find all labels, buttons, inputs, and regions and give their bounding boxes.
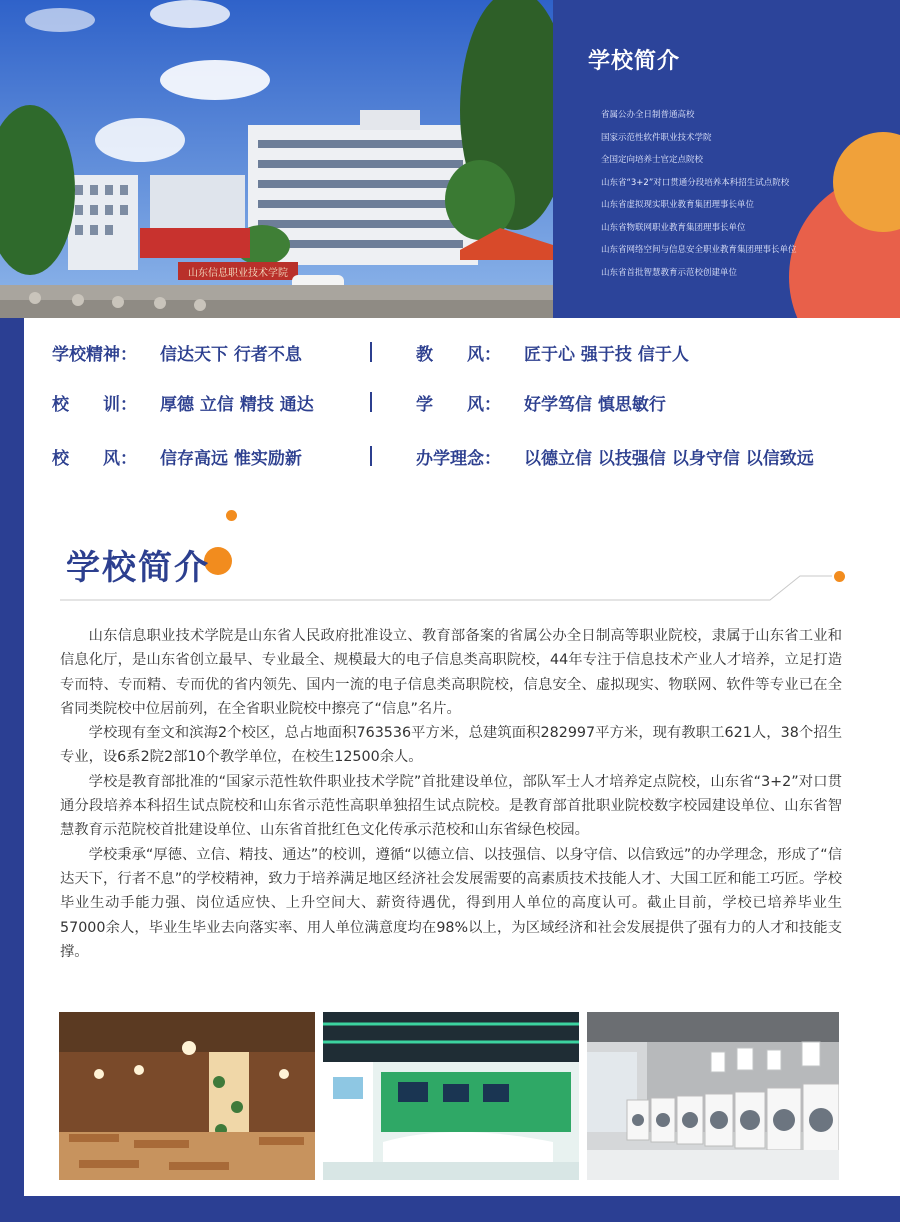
motto-row xyxy=(52,340,882,368)
intro-paragraph: 学校是教育部批准的“国家示范性软件职业技术学院”首批建设单位，部队军士人才培养定点院校，山东省“3+2”对口贯通分段培养本科招生试点院校和山东省示范性高职单独招生试点院校。是教育部首批职业院校数字校园建设单位、山东省智慧教育示范院校首批建设单位、山东省首批红色文化传承示范校和山东省绿色校园。 xyxy=(60,773,842,839)
motto-value: 以德立信 以技强信 以身守信 以信致远 xyxy=(524,449,814,469)
motto-label: 办学理念： xyxy=(416,449,501,469)
highlight-item: 山东省网络空间与信息安全职业教育集团理事长单位 xyxy=(601,245,797,255)
school-highlights-panel xyxy=(553,0,900,318)
blue-frame-left xyxy=(0,318,24,1222)
campus-building-photo xyxy=(0,0,553,318)
intro-paragraph: 学校秉承“厚德、立信、精技、通达”的校训，遵循“以德立信、以技强信、以身守信、以信致远”的办学理念，形成了“信达天下，行者不息”的学校精神，致力于培养满足地区经济社会发展需要的高素质技术技能人才、大国工匠和能工巧匠。学校毕业生动手能力强、岗位适应快、上升空间大、薪资待遇优，得到用人单位的高度认可。截止目前，学校已培养毕业生57000余人，毕业生毕业去向落实率、用人单位满意度均在98%以上，为区域经济和社会发展提供了强有力的人才和技能支撑。 xyxy=(60,846,842,960)
intro-paragraph: 学校现有奎文和滨海2个校区，总占地面积763536平方米，总建筑面积282997平方米，现有教职工621人，38个招生专业，设6系2院2部10个教学单位，在校生12500余人。 xyxy=(60,725,842,766)
highlight-item: 山东省虚拟现实职业教育集团理事长单位 xyxy=(601,200,755,210)
motto-row xyxy=(52,444,882,472)
exhibition-hall-photo xyxy=(323,1012,579,1180)
campus-sign-text: 山东信息职业技术学院 xyxy=(188,268,288,279)
motto-label: 教 风： xyxy=(416,345,501,365)
cafeteria-photo xyxy=(59,1012,315,1180)
highlights-list xyxy=(601,108,797,288)
decorative-dot xyxy=(834,571,845,582)
decorative-dot xyxy=(226,510,237,521)
highlight-item: 省属公办全日制普通高校 xyxy=(601,110,695,120)
section-divider-line xyxy=(60,566,850,606)
highlight-item: 山东省首批智慧教育示范校创建单位 xyxy=(601,267,738,278)
panel-title: 学校简介 xyxy=(588,49,681,74)
motto-value: 信达天下 行者不息 xyxy=(160,345,302,365)
highlight-item: 国家示范性软件职业技术学院 xyxy=(601,132,712,143)
intro-paragraph: 山东信息职业技术学院是山东省人民政府批准设立、教育部备案的省属公办全日制高等职业院校，隶属于山东省工业和信息化厅，是山东省创立最早、专业最全、规模最大的电子信息类高职院校，44年专注于信息技术产业人才培养，立足打造专而特、专而精、专而优的省内领先、国内一流的电子信息类高职院校，信息安全、虚拟现实、物联网、软件等专业已在全省同类院校中位居前列，在全省职业院校中擦亮了“信息”名片。 xyxy=(60,628,842,717)
motto-value: 匠于心 强于技 信于人 xyxy=(524,345,689,365)
motto-divider xyxy=(370,342,372,362)
motto-value: 好学笃信 慎思敏行 xyxy=(524,395,666,415)
motto-divider xyxy=(370,392,372,412)
motto-row xyxy=(52,390,882,418)
highlight-item: 山东省“3+2”对口贯通分段培养本科招生试点院校 xyxy=(601,177,790,188)
highlight-item: 全国定向培养士官定点院校 xyxy=(601,155,704,165)
introduction-text xyxy=(60,624,842,964)
highlight-item: 山东省物联网职业教育集团理事长单位 xyxy=(601,222,746,233)
motto-value: 厚德 立信 精技 通达 xyxy=(160,395,314,415)
motto-label: 学 风： xyxy=(416,395,501,415)
motto-label: 校 风： xyxy=(52,449,137,469)
blue-frame-bottom xyxy=(0,1196,900,1222)
laundry-room-photo xyxy=(587,1012,839,1180)
motto-value: 信存高远 惟实励新 xyxy=(160,449,302,469)
motto-label: 学校精神： xyxy=(52,345,137,365)
motto-divider xyxy=(370,446,372,466)
section-title: 学校简介 xyxy=(66,548,210,588)
motto-label: 校 训： xyxy=(52,395,137,415)
